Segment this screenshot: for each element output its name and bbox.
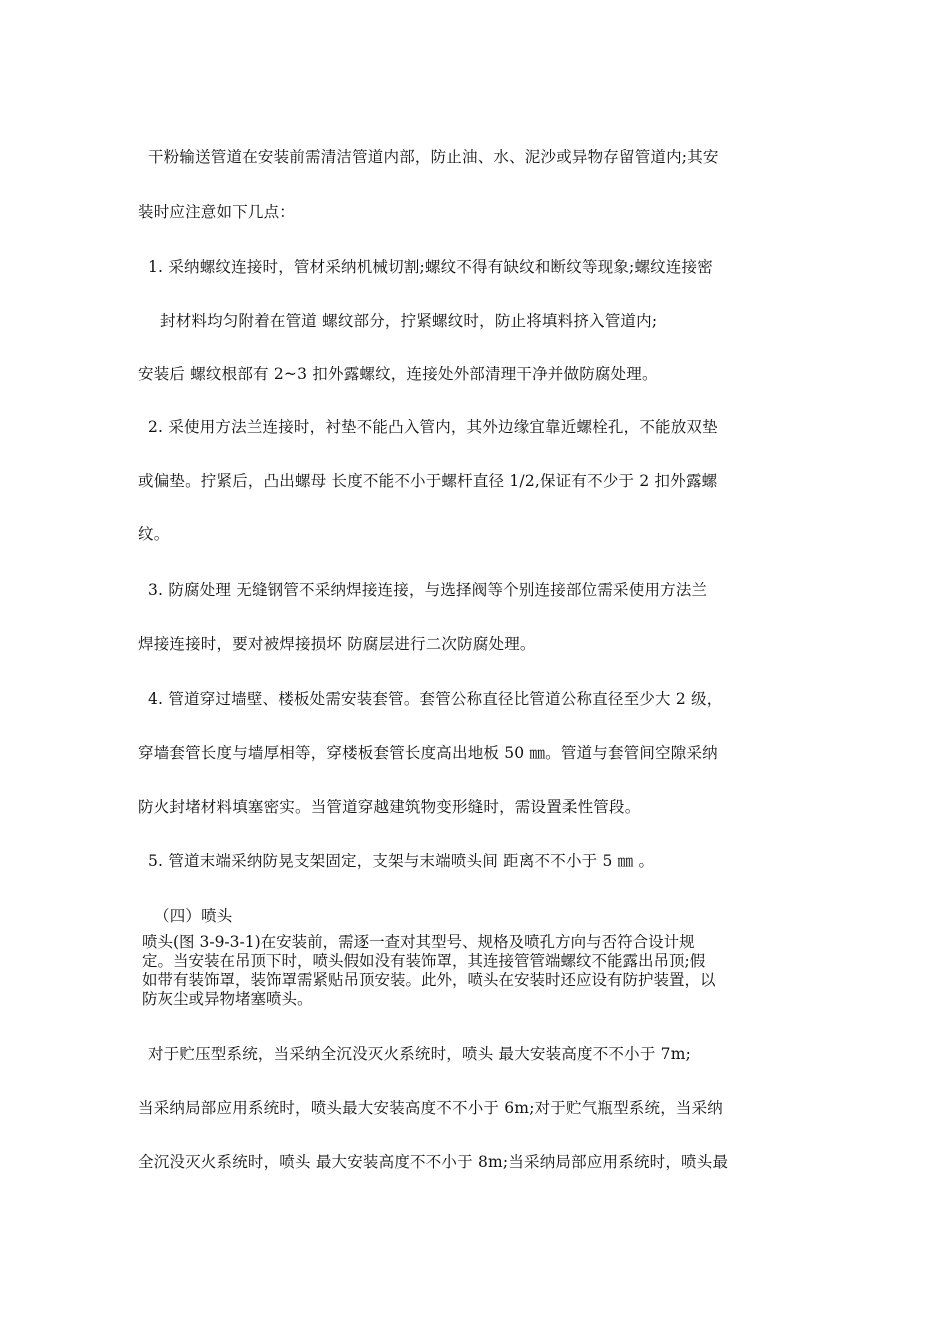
list-item-2-line-2: 或偏垫。拧紧后，凸出螺母 长度不能不小于螺杆直径 1/2,保证有不少于 2 扣外露螺 xyxy=(138,472,718,490)
nozzle-paragraph-line-2: 定。当安装在吊顶下时，喷头假如没有装饰罩，其连接管管端螺纹不能露出吊顶;假 xyxy=(142,952,706,970)
list-item-1-line-1: 1. 采纳螺纹连接时，管材采纳机械切割;螺纹不得有缺纹和断纹等现象;螺纹连接密 xyxy=(148,258,713,276)
section-heading: （四）喷头 xyxy=(154,907,233,925)
list-item-3-line-2: 焊接连接时，要对被焊接损坏 防腐层进行二次防腐处理。 xyxy=(138,635,536,653)
paragraph-height-line-2: 当采纳局部应用系统时，喷头最大安装高度不不小于 6m;对于贮气瓶型系统，当采纳 xyxy=(138,1099,724,1117)
nozzle-paragraph-line-3: 如带有装饰罩，装饰罩需紧贴吊顶安装。此外，喷头在安装时还应设有防护装置，以 xyxy=(142,971,716,989)
paragraph-height-line-1: 对于贮压型系统，当采纳全沉没灭火系统时，喷头 最大安装高度不不小于 7m; xyxy=(148,1045,692,1063)
list-item-4-line-1: 4. 管道穿过墙壁、楼板处需安装套管。套管公称直径比管道公称直径至少大 2 级， xyxy=(148,690,723,708)
paragraph-intro-line-1: 干粉输送管道在安装前需清洁管道内部，防止油、水、泥沙或异物存留管道内;其安 xyxy=(148,148,719,166)
list-item-4-line-3: 防火封堵材料填塞密实。当管道穿越建筑物变形缝时，需设置柔性管段。 xyxy=(138,798,641,816)
nozzle-paragraph-line-1: 喷头(图 3-9-3-1)在安装前，需逐一查对其型号、规格及喷孔方向与否符合设计规 xyxy=(142,933,695,951)
paragraph-intro-line-2: 装时应注意如下几点： xyxy=(138,203,296,221)
list-item-1-line-2: 封材料均匀附着在管道 螺纹部分，拧紧螺纹时，防止将填料挤入管道内; xyxy=(160,312,658,330)
list-item-2-line-1: 2. 采使用方法兰连接时，衬垫不能凸入管内，其外边缘宜靠近螺栓孔，不能放双垫 xyxy=(148,418,718,436)
list-item-1-line-3: 安装后 螺纹根部有 2~3 扣外露螺纹，连接处外部清理干净并做防腐处理。 xyxy=(138,365,658,383)
paragraph-height-line-3: 全沉没灭火系统时，喷头 最大安装高度不不小于 8m;当采纳局部应用系统时，喷头最 xyxy=(138,1153,729,1171)
list-item-5-line-1: 5. 管道末端采纳防晃支架固定，支架与末端喷头间 距离不不小于 5 ㎜ 。 xyxy=(148,852,655,870)
nozzle-paragraph xyxy=(142,933,822,1009)
list-item-3-line-1: 3. 防腐处理 无缝钢管不采纳焊接连接，与选择阀等个别连接部位需采使用方法兰 xyxy=(148,581,708,599)
list-item-4-line-2: 穿墙套管长度与墙厚相等，穿楼板套管长度高出地板 50 ㎜。管道与套管间空隙采纳 xyxy=(138,744,718,762)
list-item-2-line-3: 纹。 xyxy=(138,525,170,543)
nozzle-paragraph-line-4: 防灰尘或异物堵塞喷头。 xyxy=(142,990,313,1008)
